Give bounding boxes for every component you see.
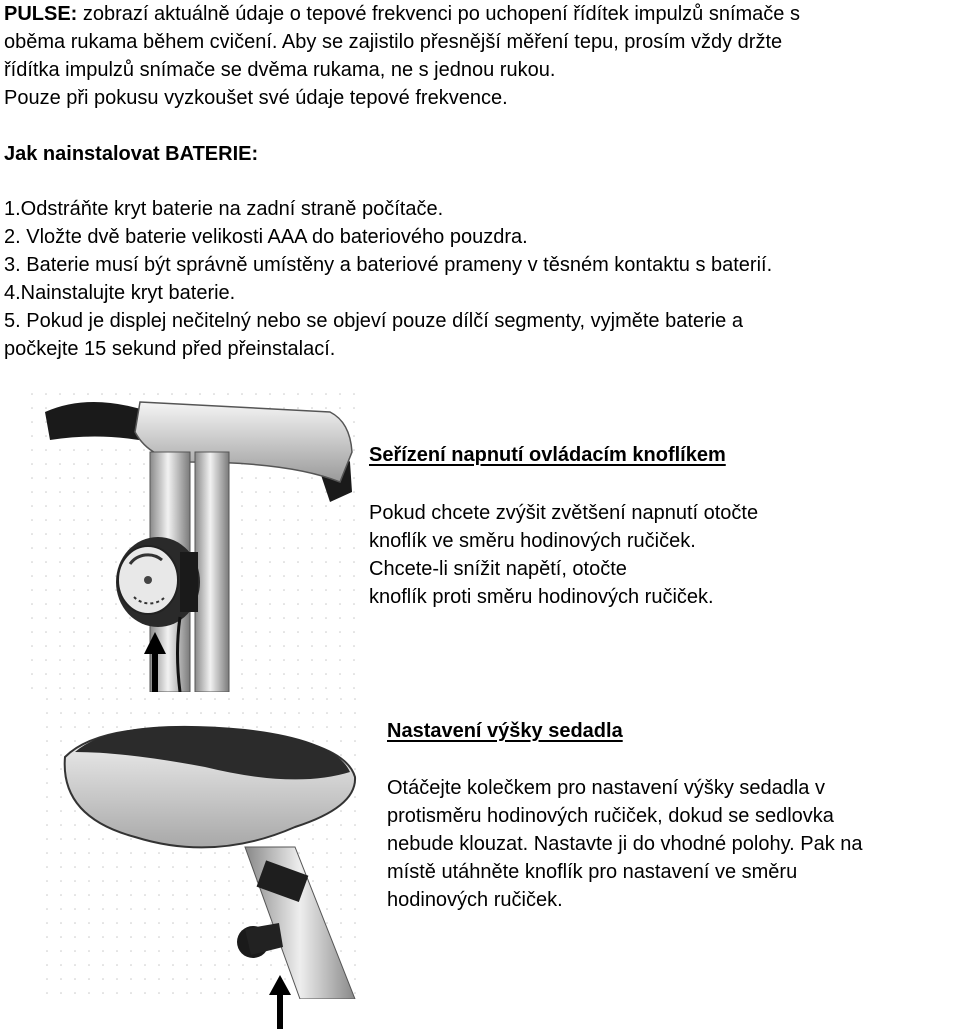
- tension-knob-icon: [116, 537, 200, 627]
- battery-step-5-cont: počkejte 15 sekund před přeinstalací.: [4, 338, 336, 360]
- seat-line-5: hodinových ručiček.: [387, 889, 563, 911]
- battery-step-2: 2. Vložte dvě baterie velikosti AAA do bateriového pouzdra.: [4, 226, 528, 248]
- pulse-line-4: Pouze při pokusu vyzkoušet své údaje tepové frekvence.: [4, 87, 508, 109]
- tension-heading: Seřízení napnutí ovládacím knoflíkem: [369, 444, 726, 466]
- seat-figure: [45, 697, 360, 999]
- battery-step-3: 3. Baterie musí být správně umístěny a bateriové prameny v těsném kontaktu s baterií.: [4, 254, 773, 276]
- tension-line-4: knoflík proti směru hodinových ručiček.: [369, 586, 714, 608]
- tension-line-3: Chcete-li snížit napětí, otočte: [369, 558, 627, 580]
- battery-step-4: 4.Nainstalujte kryt baterie.: [4, 282, 236, 304]
- pulse-line-1: [4, 0, 800, 28]
- seat-line-3: nebude klouzat. Nastavte ji do vhodné polohy. Pak na: [387, 833, 863, 855]
- tension-knob-figure: [30, 392, 360, 692]
- pulse-line-2: oběma rukama během cvičení. Aby se zajistilo přesnější měření tepu, prosím vždy držte: [4, 31, 783, 53]
- seat-line-1: Otáčejte kolečkem pro nastavení výšky sedadla v: [387, 777, 825, 799]
- seat-line-4: místě utáhněte knoflík pro nastavení ve směru: [387, 861, 798, 883]
- pulse-label: PULSE:: [4, 3, 78, 25]
- arrow-up-icon: [265, 975, 295, 1029]
- pulse-text-1: zobrazí aktuálně údaje o tepové frekvenci po uchopení řídítek impulzů snímače s: [77, 3, 800, 25]
- battery-step-5: 5. Pokud je displej nečitelný nebo se objeví pouze dílčí segmenty, vyjměte baterie a: [4, 310, 743, 332]
- pulse-line-3: řídítka impulzů snímače se dvěma rukama, ne s jednou rukou.: [4, 59, 556, 81]
- seat-heading: Nastavení výšky sedadla: [387, 720, 623, 742]
- tension-line-1: Pokud chcete zvýšit zvětšení napnutí otočte: [369, 502, 759, 524]
- battery-heading: Jak nainstalovat BATERIE:: [4, 143, 259, 165]
- tension-line-2: knoflík ve směru hodinových ručiček.: [369, 530, 696, 552]
- seat-line-2: protisměru hodinových ručiček, dokud se sedlovka: [387, 805, 834, 827]
- battery-step-1: 1.Odstráňte kryt baterie na zadní straně počítače.: [4, 198, 444, 220]
- arrow-up-icon: [140, 632, 170, 692]
